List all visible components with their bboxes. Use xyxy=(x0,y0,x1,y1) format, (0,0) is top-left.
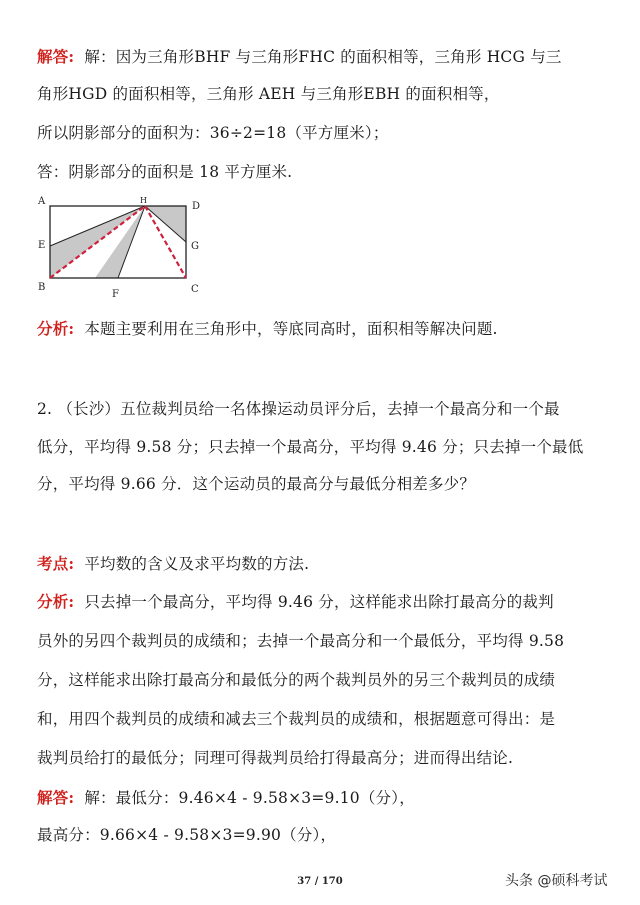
analysis-label: 分析: xyxy=(37,592,75,611)
line-text: 平均数的含义及求平均数的方法. xyxy=(84,555,310,573)
vertex-label-F: F xyxy=(112,289,119,299)
key-point-label: 考点: xyxy=(37,554,75,573)
line-14 xyxy=(37,746,513,768)
vertex-label-A: A xyxy=(38,196,46,207)
line-text: 本题主要利用在三角形中，等底同高时，面积相等解决问题. xyxy=(84,320,498,338)
line-text: 和，用四个裁判员的成绩和减去三个裁判员的成绩和，根据题意可得出：是 xyxy=(37,710,556,728)
line-12 xyxy=(37,668,555,690)
line-15 xyxy=(37,786,415,808)
line-6 xyxy=(37,397,560,419)
line-5 xyxy=(37,317,498,339)
analysis-label: 分析: xyxy=(37,319,75,338)
line-text: 分，平均得 9.66 分．这个运动员的最高分与最低分相差多少？ xyxy=(37,475,476,493)
line-text: 答：阴影部分的面积是 18 平方厘米. xyxy=(37,163,293,181)
line-3 xyxy=(37,121,389,143)
line-text: 最高分：9.66×4 - 9.58×3=9.90（分）， xyxy=(37,826,337,844)
line-text: 员外的另四个裁判员的成绩和；去掉一个最高分和一个最低分，平均得 9.58 xyxy=(37,632,565,650)
watermark: 头条 @硕科考试 xyxy=(505,873,608,889)
line-1 xyxy=(37,45,562,67)
line-text: 只去掉一个最高分，平均得 9.46 分，这样能求出除打最高分的裁判 xyxy=(84,593,554,611)
vertex-label-D: D xyxy=(192,201,201,212)
line-11 xyxy=(37,629,564,651)
line-text: 解：因为三角形BHF 与三角形FHC 的面积相等，三角形 HCG 与三 xyxy=(84,48,562,66)
line-8 xyxy=(37,472,475,494)
answer-label: 解答: xyxy=(37,788,75,807)
line-2 xyxy=(37,82,500,104)
answer-label: 解答: xyxy=(37,47,75,66)
vertex-label-G: G xyxy=(191,241,199,252)
line-9 xyxy=(37,552,309,574)
line-text: 2. （长沙）五位裁判员给一名体操运动员评分后，去掉一个最高分和一个最 xyxy=(37,400,560,418)
line-7 xyxy=(37,435,583,457)
line-text: 分，这样能求出除打最高分和最低分的两个裁判员外的另三个裁判员的成绩 xyxy=(37,671,556,689)
line-text: 所以阴影部分的面积为：36÷2=18（平方厘米）； xyxy=(37,124,389,142)
line-text: 解：最低分：9.46×4 - 9.58×3=9.10（分）， xyxy=(84,789,415,807)
line-text: 角形HGD 的面积相等，三角形 AEH 与三角形EBH 的面积相等， xyxy=(37,85,500,103)
line-4 xyxy=(37,160,292,182)
page-number: 37 / 170 xyxy=(297,876,343,887)
line-13 xyxy=(37,707,555,729)
geometry-figure xyxy=(36,193,206,299)
vertex-label-H: H xyxy=(140,196,147,205)
vertex-label-C: C xyxy=(191,284,199,295)
line-10 xyxy=(37,590,554,612)
vertex-label-B: B xyxy=(38,282,46,293)
line-text: 裁判员给打的最低分；同理可得裁判员给打得最高分；进而得出结论. xyxy=(37,749,514,767)
line-text: 低分，平均得 9.58 分；只去掉一个最高分，平均得 9.46 分；只去掉一个最低 xyxy=(37,438,584,456)
vertex-label-E: E xyxy=(38,240,46,251)
line-16 xyxy=(37,823,336,845)
